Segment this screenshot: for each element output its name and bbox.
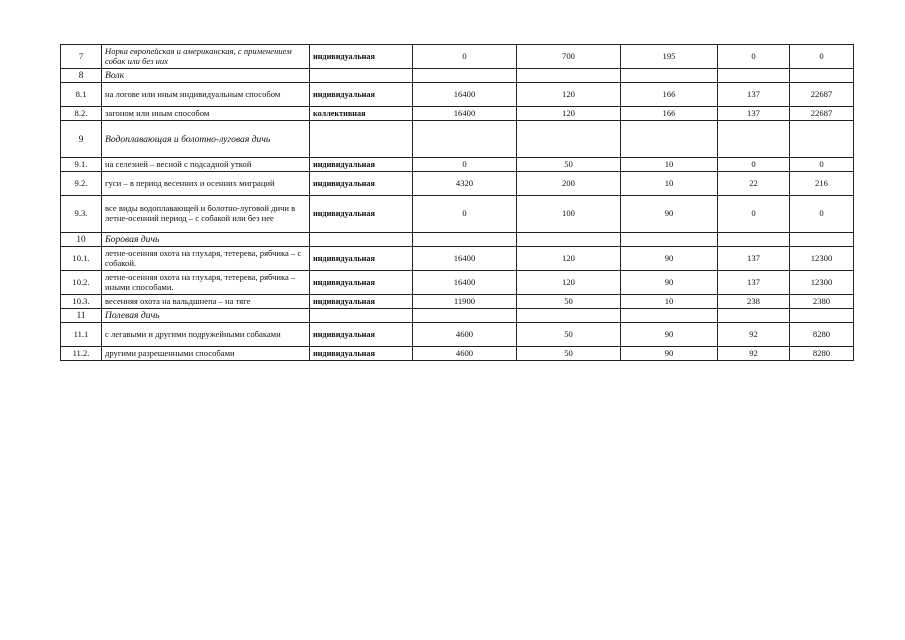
hunt-type-cell: индивидуальная	[310, 196, 413, 233]
value-cell-5: 0	[790, 196, 854, 233]
value-cell-4: 137	[718, 83, 790, 107]
value-cell-4: 0	[718, 45, 790, 69]
hunt-name-cell: Боровая дичь	[102, 233, 310, 247]
hunt-name-cell: загоном или иным способом	[102, 107, 310, 121]
empty-cell	[790, 309, 854, 323]
hunt-type-cell: индивидуальная	[310, 295, 413, 309]
row-number-cell: 8	[61, 69, 102, 83]
empty-cell	[790, 69, 854, 83]
value-cell-2: 50	[517, 323, 621, 347]
hunt-name-cell: Норка европейская и американская, с применением собак или без них	[102, 45, 310, 69]
row-number-cell: 10.2.	[61, 271, 102, 295]
table-group-row	[61, 233, 854, 247]
hunt-name-cell: Волк	[102, 69, 310, 83]
empty-cell	[790, 233, 854, 247]
row-number-cell: 9.2.	[61, 172, 102, 196]
value-cell-4: 0	[718, 196, 790, 233]
value-cell-2: 50	[517, 158, 621, 172]
value-cell-5: 216	[790, 172, 854, 196]
value-cell-3: 166	[621, 107, 718, 121]
table-row	[61, 107, 854, 121]
value-cell-3: 166	[621, 83, 718, 107]
hunt-type-cell: индивидуальная	[310, 83, 413, 107]
value-cell-2: 100	[517, 196, 621, 233]
hunt-type-cell: коллективная	[310, 107, 413, 121]
value-cell-5: 22687	[790, 83, 854, 107]
value-cell-2: 50	[517, 347, 621, 361]
table-group-row	[61, 309, 854, 323]
empty-cell	[413, 69, 517, 83]
hunt-name-cell: на логове или иным индивидуальным способом	[102, 83, 310, 107]
table-body	[61, 45, 854, 361]
row-number-cell: 8.1	[61, 83, 102, 107]
value-cell-4: 137	[718, 271, 790, 295]
row-number-cell: 10	[61, 233, 102, 247]
hunt-name-cell: на селезней – весной с подсадной уткой	[102, 158, 310, 172]
value-cell-5: 12300	[790, 271, 854, 295]
value-cell-4: 137	[718, 107, 790, 121]
value-cell-4: 22	[718, 172, 790, 196]
value-cell-4: 0	[718, 158, 790, 172]
value-cell-3: 10	[621, 158, 718, 172]
empty-cell	[413, 121, 517, 158]
value-cell-1: 16400	[413, 83, 517, 107]
empty-cell	[621, 233, 718, 247]
table-row	[61, 323, 854, 347]
row-number-cell: 7	[61, 45, 102, 69]
row-number-cell: 9.3.	[61, 196, 102, 233]
hunt-name-cell: летне-осенняя охота на глухаря, тетерева, рябчика – с собакой.	[102, 247, 310, 271]
hunt-type-cell: индивидуальная	[310, 247, 413, 271]
empty-cell	[310, 69, 413, 83]
value-cell-3: 90	[621, 271, 718, 295]
value-cell-1: 16400	[413, 247, 517, 271]
table-group-row	[61, 69, 854, 83]
value-cell-1: 16400	[413, 107, 517, 121]
row-number-cell: 11	[61, 309, 102, 323]
empty-cell	[621, 69, 718, 83]
row-number-cell: 11.1	[61, 323, 102, 347]
value-cell-3: 90	[621, 196, 718, 233]
hunt-name-cell: другими разрешенными способами	[102, 347, 310, 361]
hunt-type-cell: индивидуальная	[310, 172, 413, 196]
empty-cell	[621, 121, 718, 158]
hunt-type-cell: индивидуальная	[310, 158, 413, 172]
empty-cell	[310, 233, 413, 247]
table-row	[61, 247, 854, 271]
empty-cell	[517, 121, 621, 158]
value-cell-5: 2380	[790, 295, 854, 309]
value-cell-4: 238	[718, 295, 790, 309]
table-row	[61, 158, 854, 172]
value-cell-5: 0	[790, 158, 854, 172]
empty-cell	[718, 233, 790, 247]
row-number-cell: 8.2.	[61, 107, 102, 121]
table-group-row	[61, 121, 854, 158]
value-cell-3: 10	[621, 295, 718, 309]
hunt-type-cell: индивидуальная	[310, 323, 413, 347]
value-cell-5: 0	[790, 45, 854, 69]
value-cell-5: 12300	[790, 247, 854, 271]
table-row	[61, 172, 854, 196]
value-cell-2: 120	[517, 271, 621, 295]
empty-cell	[718, 309, 790, 323]
value-cell-1: 0	[413, 45, 517, 69]
value-cell-3: 90	[621, 347, 718, 361]
row-number-cell: 9	[61, 121, 102, 158]
value-cell-2: 120	[517, 247, 621, 271]
hunt-name-cell: с легавыми и другими подружейными собаками	[102, 323, 310, 347]
value-cell-2: 120	[517, 83, 621, 107]
empty-cell	[718, 121, 790, 158]
table-row	[61, 196, 854, 233]
value-cell-3: 90	[621, 323, 718, 347]
table-row	[61, 83, 854, 107]
hunt-name-cell: все виды водоплавающей и болотно-луговой дичи в летне-осенний период – с собакой или без нее	[102, 196, 310, 233]
value-cell-4: 92	[718, 323, 790, 347]
hunt-name-cell: гуси – в период весенних и осенних миграций	[102, 172, 310, 196]
value-cell-1: 4320	[413, 172, 517, 196]
value-cell-5: 22687	[790, 107, 854, 121]
empty-cell	[310, 309, 413, 323]
hunt-name-cell: Полевая дичь	[102, 309, 310, 323]
row-number-cell: 10.3.	[61, 295, 102, 309]
empty-cell	[517, 69, 621, 83]
table-row	[61, 295, 854, 309]
empty-cell	[517, 309, 621, 323]
value-cell-5: 8280	[790, 347, 854, 361]
hunt-name-cell: летне-осенняя охота на глухаря, тетерева, рябчика – иными способами.	[102, 271, 310, 295]
row-number-cell: 11.2.	[61, 347, 102, 361]
value-cell-1: 0	[413, 158, 517, 172]
value-cell-2: 700	[517, 45, 621, 69]
empty-cell	[413, 233, 517, 247]
table-row	[61, 271, 854, 295]
value-cell-1: 4600	[413, 323, 517, 347]
hunt-name-cell: весенняя охота на вальдшнепа – на тяге	[102, 295, 310, 309]
empty-cell	[413, 309, 517, 323]
value-cell-1: 4600	[413, 347, 517, 361]
hunt-type-cell: индивидуальная	[310, 45, 413, 69]
hunting-rates-table	[60, 44, 854, 361]
value-cell-3: 195	[621, 45, 718, 69]
hunt-type-cell: индивидуальная	[310, 347, 413, 361]
row-number-cell: 9.1.	[61, 158, 102, 172]
empty-cell	[621, 309, 718, 323]
empty-cell	[718, 69, 790, 83]
empty-cell	[310, 121, 413, 158]
value-cell-1: 11900	[413, 295, 517, 309]
table-row	[61, 347, 854, 361]
empty-cell	[517, 233, 621, 247]
table-row	[61, 45, 854, 69]
empty-cell	[790, 121, 854, 158]
value-cell-4: 92	[718, 347, 790, 361]
value-cell-2: 50	[517, 295, 621, 309]
value-cell-5: 8280	[790, 323, 854, 347]
value-cell-4: 137	[718, 247, 790, 271]
value-cell-2: 120	[517, 107, 621, 121]
value-cell-1: 16400	[413, 271, 517, 295]
hunt-type-cell: индивидуальная	[310, 271, 413, 295]
value-cell-2: 200	[517, 172, 621, 196]
row-number-cell: 10.1.	[61, 247, 102, 271]
value-cell-3: 90	[621, 247, 718, 271]
hunt-name-cell: Водоплавающая и болотно-луговая дичь	[102, 121, 310, 158]
value-cell-1: 0	[413, 196, 517, 233]
value-cell-3: 10	[621, 172, 718, 196]
